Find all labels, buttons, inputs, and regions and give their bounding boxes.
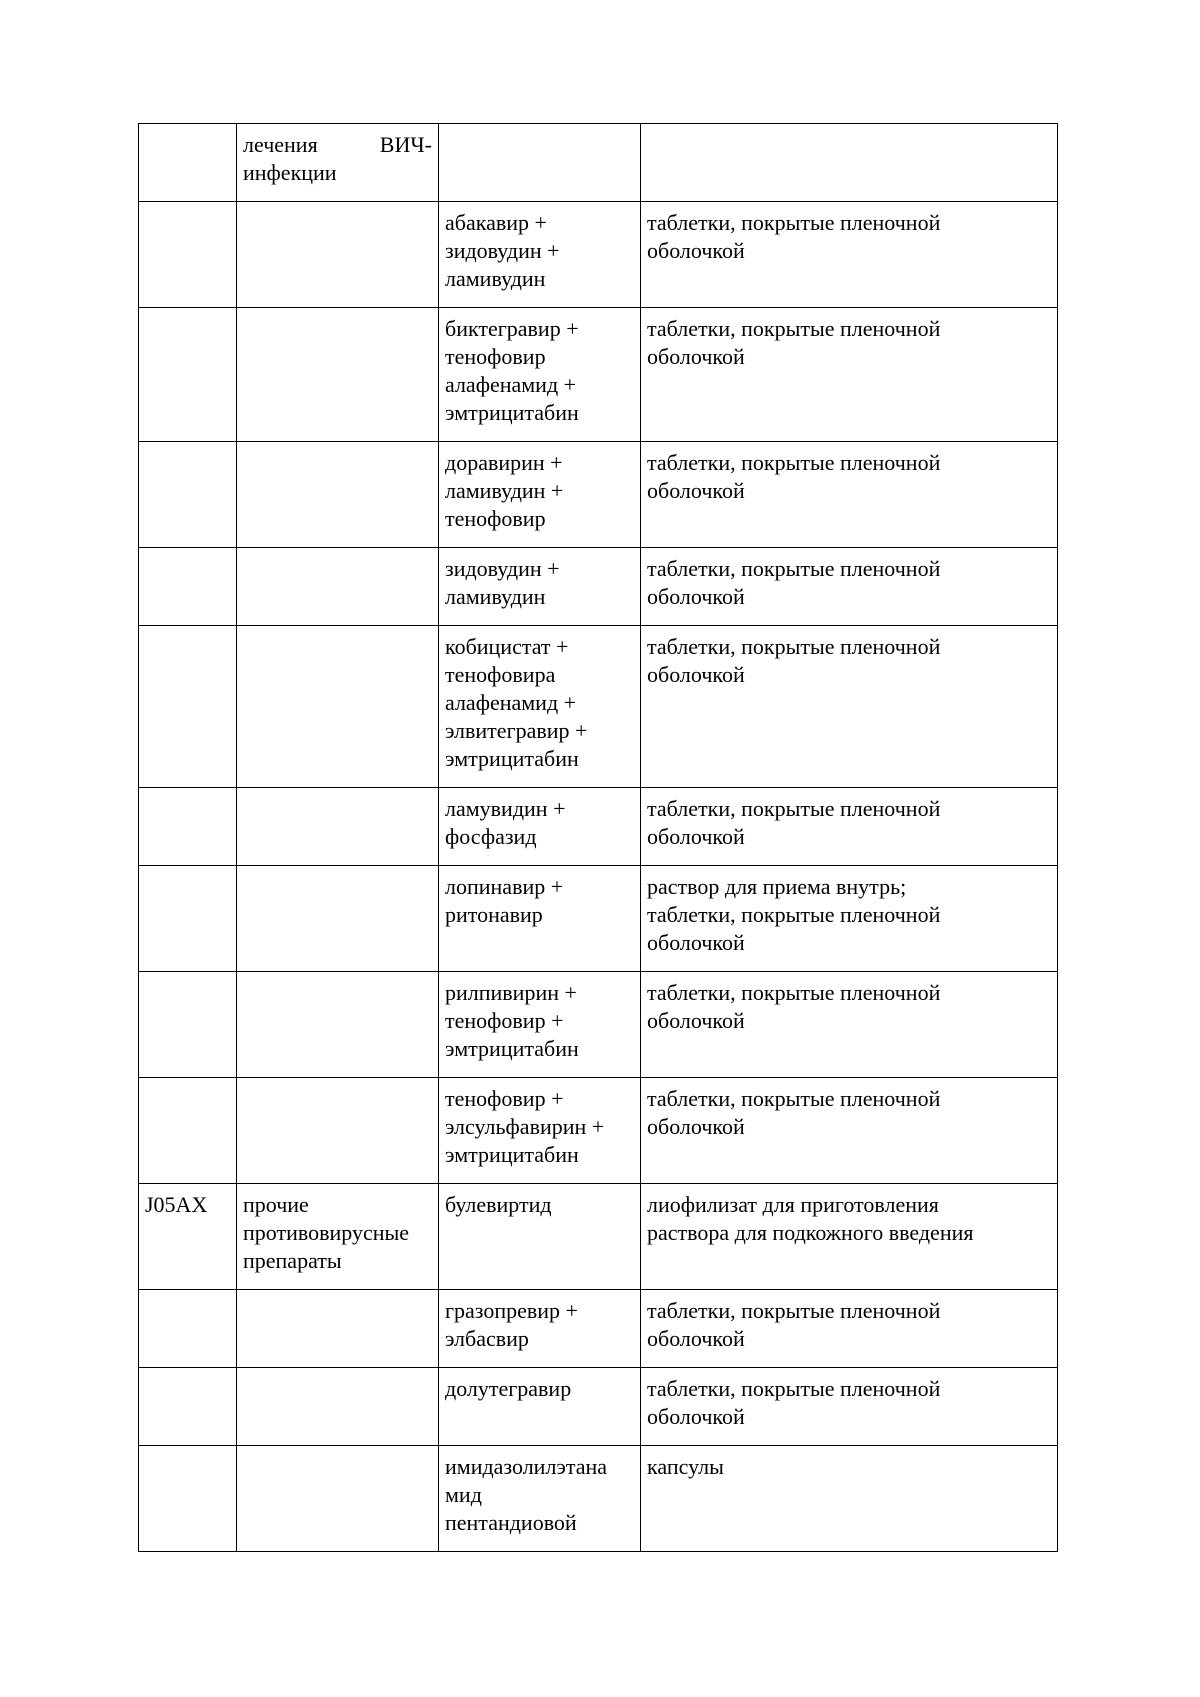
group-cell (237, 124, 439, 202)
atc-code-cell (139, 202, 237, 308)
drug-name: имидазолилэтана мид пентандиовой (445, 1454, 608, 1535)
group-name-continued: инфекции (243, 160, 337, 185)
dosage-form: таблетки, покрытые пленочной оболочкой (647, 634, 941, 687)
atc-code: J05AX (145, 1192, 208, 1217)
group-cell (237, 1184, 439, 1290)
table-row (139, 1078, 1058, 1184)
drug-name: зидовудин + ламивудин (445, 556, 560, 609)
table-row (139, 1368, 1058, 1446)
group-cell (237, 202, 439, 308)
atc-code-cell (139, 442, 237, 548)
table-row (139, 548, 1058, 626)
group-cell (237, 442, 439, 548)
form-cell (641, 202, 1058, 308)
dosage-form: таблетки, покрытые пленочной оболочкой (647, 450, 941, 503)
drug-name: долутегравир (445, 1376, 572, 1401)
table-row (139, 972, 1058, 1078)
table-row (139, 788, 1058, 866)
table-row (139, 1446, 1058, 1552)
drug-name: тенофовир + элсульфавирин + эмтрицитабин (445, 1086, 605, 1167)
drug-name: биктегравир + тенофовир алафенамид + эмтрицитабин (445, 316, 579, 425)
form-cell (641, 548, 1058, 626)
atc-code-cell (139, 1078, 237, 1184)
atc-code-cell (139, 124, 237, 202)
drug-cell (439, 1290, 641, 1368)
dosage-form: лиофилизат для приготовления раствора для подкожного введения (647, 1192, 974, 1245)
form-cell (641, 1368, 1058, 1446)
group-cell (237, 1446, 439, 1552)
form-cell (641, 626, 1058, 788)
table-row (139, 442, 1058, 548)
dosage-form: таблетки, покрытые пленочной оболочкой (647, 1086, 941, 1139)
drug-name: булевиртид (445, 1192, 552, 1217)
drug-cell (439, 626, 641, 788)
table-row (139, 124, 1058, 202)
drug-cell (439, 1078, 641, 1184)
form-cell (641, 788, 1058, 866)
group-cell (237, 548, 439, 626)
drug-cell (439, 866, 641, 972)
drug-name: доравирин + ламивудин + тенофовир (445, 450, 564, 531)
drug-cell (439, 442, 641, 548)
atc-code-cell (139, 1184, 237, 1290)
form-cell (641, 124, 1058, 202)
drug-name: абакавир + зидовудин + ламивудин (445, 210, 560, 291)
drug-name: кобицистат + тенофовира алафенамид + элвитегравир + эмтрицитабин (445, 634, 588, 771)
drug-cell (439, 548, 641, 626)
group-cell (237, 866, 439, 972)
drug-name: ламувидин + фосфазид (445, 796, 566, 849)
dosage-form: таблетки, покрытые пленочной оболочкой (647, 1298, 941, 1351)
drug-table (138, 123, 1058, 1552)
atc-code-cell (139, 972, 237, 1078)
atc-code-cell (139, 548, 237, 626)
drug-cell (439, 124, 641, 202)
dosage-form: таблетки, покрытые пленочной оболочкой (647, 316, 941, 369)
group-cell (237, 308, 439, 442)
dosage-form: раствор для приема внутрь; таблетки, покрытые пленочной оболочкой (647, 874, 941, 955)
group-cell (237, 972, 439, 1078)
dosage-form: таблетки, покрытые пленочной оболочкой (647, 556, 941, 609)
dosage-form: таблетки, покрытые пленочной оболочкой (647, 210, 941, 263)
drug-cell (439, 1184, 641, 1290)
group-cell (237, 1290, 439, 1368)
group-name: лечения ВИЧ- (243, 132, 432, 157)
atc-code-cell (139, 1446, 237, 1552)
atc-code-cell (139, 866, 237, 972)
group-cell (237, 626, 439, 788)
atc-code-cell (139, 1368, 237, 1446)
dosage-form: таблетки, покрытые пленочной оболочкой (647, 796, 941, 849)
dosage-form: таблетки, покрытые пленочной оболочкой (647, 1376, 941, 1429)
form-cell (641, 442, 1058, 548)
form-cell (641, 1446, 1058, 1552)
drug-cell (439, 202, 641, 308)
group-name: прочие противовирусные препараты (243, 1192, 410, 1273)
table-row (139, 1290, 1058, 1368)
form-cell (641, 972, 1058, 1078)
drug-name: лопинавир + ритонавир (445, 874, 564, 927)
table-row (139, 202, 1058, 308)
table-row (139, 866, 1058, 972)
drug-cell (439, 972, 641, 1078)
form-cell (641, 1290, 1058, 1368)
drug-cell (439, 788, 641, 866)
table-row (139, 1184, 1058, 1290)
form-cell (641, 308, 1058, 442)
drug-table-body (139, 124, 1058, 1552)
atc-code-cell (139, 788, 237, 866)
atc-code-cell (139, 626, 237, 788)
form-cell (641, 866, 1058, 972)
table-row (139, 308, 1058, 442)
drug-name: гразопревир + элбасвир (445, 1298, 578, 1351)
table-row (139, 626, 1058, 788)
drug-cell (439, 308, 641, 442)
drug-cell (439, 1446, 641, 1552)
drug-name: рилпивирин + тенофовир + эмтрицитабин (445, 980, 579, 1061)
dosage-form: таблетки, покрытые пленочной оболочкой (647, 980, 941, 1033)
form-cell (641, 1078, 1058, 1184)
atc-code-cell (139, 308, 237, 442)
group-cell (237, 788, 439, 866)
form-cell (641, 1184, 1058, 1290)
group-cell (237, 1368, 439, 1446)
atc-code-cell (139, 1290, 237, 1368)
group-cell (237, 1078, 439, 1184)
drug-cell (439, 1368, 641, 1446)
dosage-form: капсулы (647, 1454, 724, 1479)
